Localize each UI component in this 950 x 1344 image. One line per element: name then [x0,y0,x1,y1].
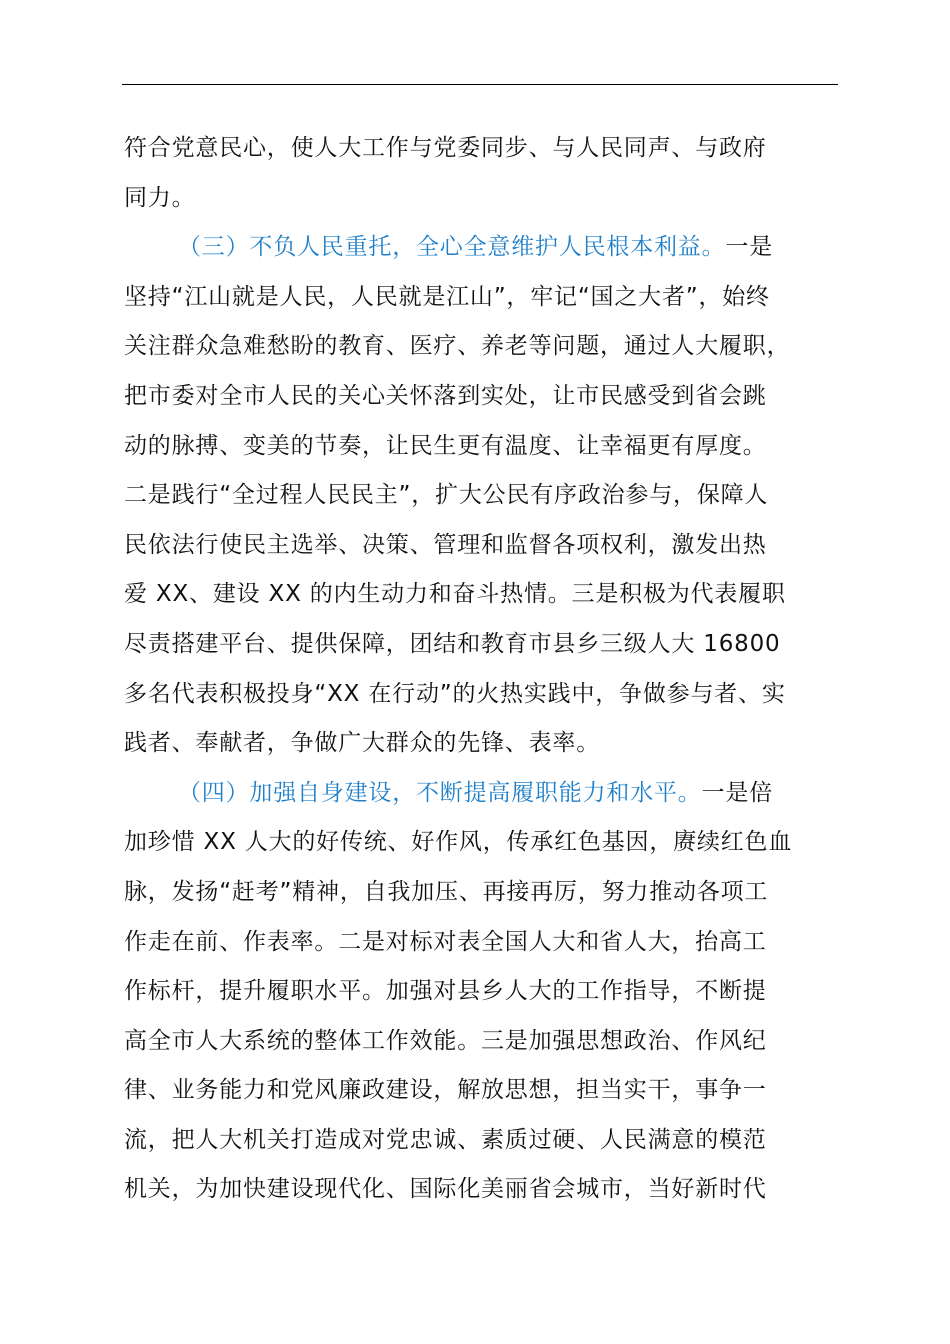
section-text: 一是倍 [701,779,774,806]
text-line: 机关，为加快建设现代化、国际化美丽省会城市，当好新时代 [124,1176,767,1203]
text-line: 高全市人大系统的整体工作效能。三是加强思想政治、作风纪 [124,1027,767,1054]
text-line: 坚持“江山就是人民，人民就是江山”，牢记“国之大者”，始终 [124,283,770,310]
text-line: 同力。 [124,184,196,211]
text-line: 民依法行使民主选举、决策、管理和监督各项权利，激发出热 [124,531,767,558]
text-line: 作走在前、作表率。二是对标对表全国人大和省人大，抬高工 [124,928,767,955]
document-body [124,124,836,1215]
section-four-line [124,769,836,819]
text-line: 脉，发扬“赶考”精神，自我加压、再接再厉，努力推动各项工 [124,878,769,905]
text-line: 流，把人大机关打造成对党忠诚、素质过硬、人民满意的模范 [124,1126,767,1153]
text-line: 作标杆，提升履职水平。加强对县乡人大的工作指导，不断提 [124,978,767,1005]
text-line: 践者、奉献者，争做广大群众的先锋、表率。 [124,730,600,757]
section-heading-four: （四）加强自身建设，不断提高履职能力和水平。 [178,779,702,806]
section-text: 一是 [725,234,774,261]
text-line: 符合党意民心，使人大工作与党委同步、与人民同声、与政府 [124,135,767,161]
text-line: 动的脉搏、变美的节奏，让民生更有温度、让幸福更有厚度。 [124,432,767,459]
text-line: 加珍惜 XX 人大的好传统、好作风，传承红色基因，赓续红色血 [124,829,793,856]
text-line: 二是践行“全过程人民民主”，扩大公民有序政治参与，保障人 [124,482,769,509]
header-rule [122,84,838,85]
section-heading-three: （三）不负人民重托，全心全意维护人民根本利益。 [178,234,726,261]
text-line: 把市委对全市人民的关心关怀落到实处，让市民感受到省会跳 [124,382,767,409]
text-line: 关注群众急难愁盼的教育、医疗、养老等问题，通过人大履职， [124,333,791,360]
text-line: 爱 XX、建设 XX 的内生动力和奋斗热情。三是积极为代表履职 [124,581,786,608]
text-line: 尽责搭建平台、提供保障，团结和教育市县乡三级人大 16800 [124,630,781,657]
text-line: 律、业务能力和党风廉政建设，解放思想，担当实干，事争一 [124,1077,767,1104]
section-three-line [124,223,836,273]
text-line: 多名代表积极投身“XX 在行动”的火热实践中，争做参与者、实 [124,680,786,707]
